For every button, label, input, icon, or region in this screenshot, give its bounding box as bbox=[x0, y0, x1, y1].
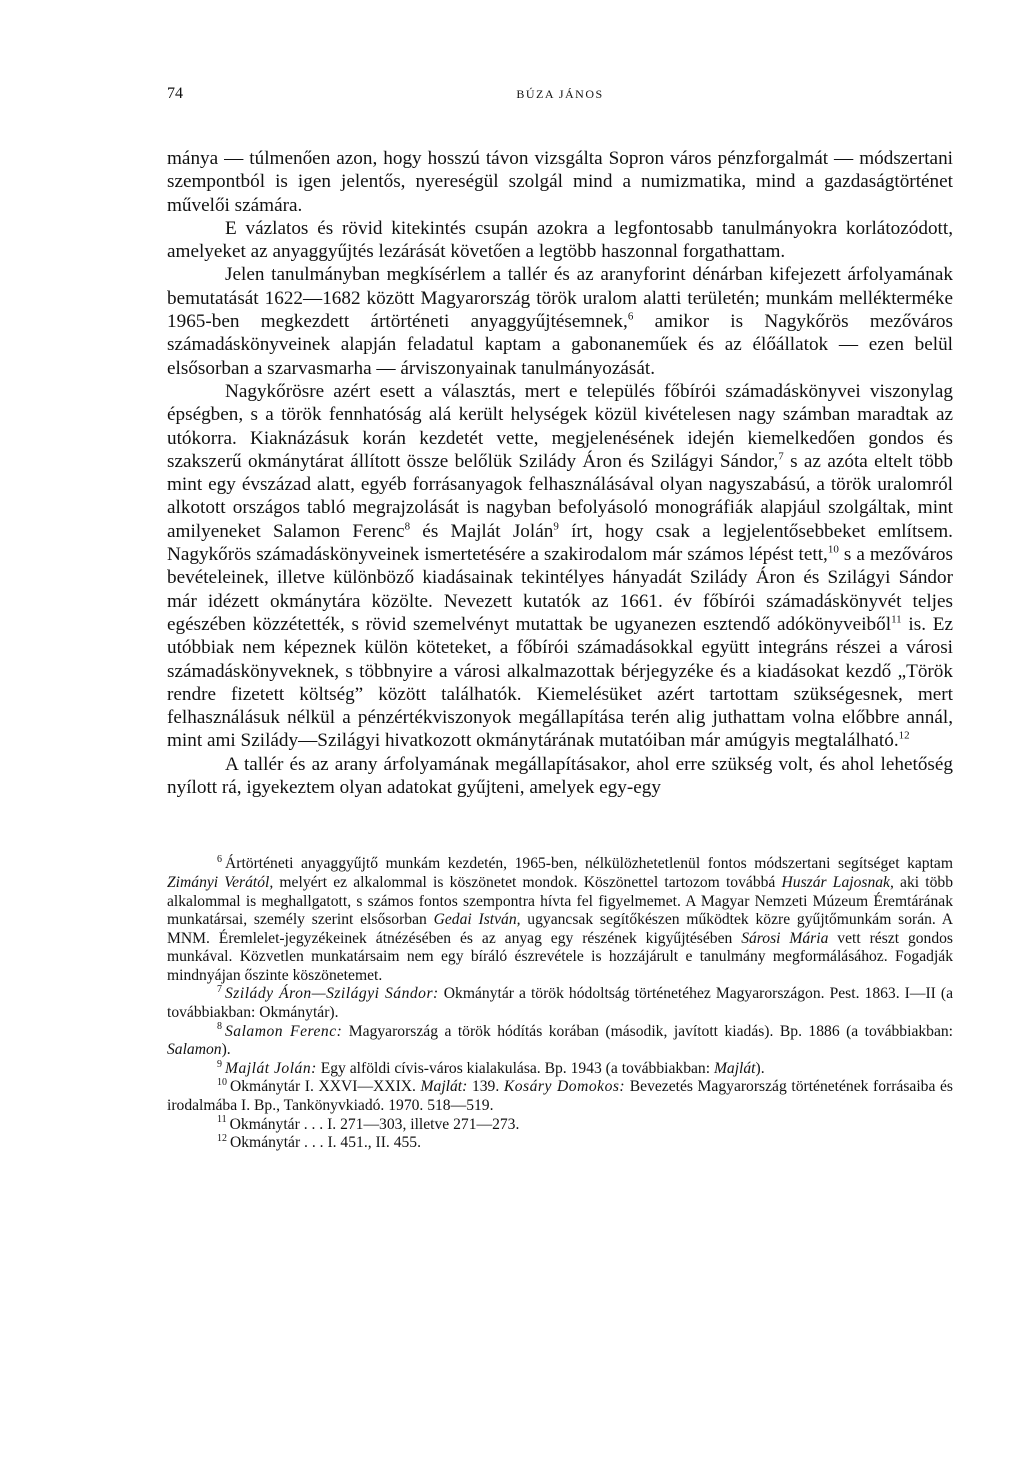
paragraph-4-text-c: és Majlát Jolán bbox=[410, 520, 554, 542]
paragraph-3-text-b: amikor is Nagykőrös mezőváros számadáskönyveinek alapján feladatul kaptam a gabonaneműek és az élőállatok — ezen belül elsősorban a szarvasmarha — árviszonyainak tanulmányozását. bbox=[167, 311, 953, 379]
footnote-6-text-e: vett részt gondos munkával. Közvetlen munkatársaim nem egy bíráló észrevétele is hozzájárult e tanulmány megformálásához. Fogadják mindnyájan őszinte köszönetemet. bbox=[167, 929, 953, 984]
running-head: BÚZA JÁNOS bbox=[516, 87, 604, 101]
footnote-9-text: Egy alföldi cívis-város kialakulása. Bp. 1943 (a továbbiakban: bbox=[316, 1059, 714, 1077]
paragraph-1 bbox=[167, 147, 953, 217]
footnote-ref-8: 8 bbox=[404, 520, 411, 533]
footnote-10-text-a: Okmánytár I. XXVI—XXIX. bbox=[230, 1078, 421, 1096]
footnote-6-text-c: aki több alkalommal is meghallgatott, s számos fontos szempontra hívta fel figyelmemet. A Magyar Nemzeti Múzeum Éremtárának munkatársai, személy szerint elsősorban bbox=[167, 873, 953, 929]
footnote-10-mark: 10 bbox=[217, 1077, 227, 1089]
footnote-6-text-a: Ártörténeti anyaggyűjtő munkám kezdetén, 1965-ben, nélkülözhetetlenül fontos módszertani segítséget kaptam bbox=[225, 855, 953, 873]
page-header bbox=[167, 85, 953, 115]
paragraph-5 bbox=[167, 753, 953, 800]
footnote-ref-10: 10 bbox=[827, 543, 839, 556]
footnote-6-name-1: Zimányi Verától, bbox=[167, 873, 274, 891]
footnote-ref-9: 9 bbox=[553, 520, 559, 533]
footnote-11-text: Okmánytár . . . I. 271—303, illetve 271—273. bbox=[229, 1115, 520, 1133]
footnote-6-name-2: Huszár Lajosnak, bbox=[781, 873, 894, 891]
paragraph-4-text-a: Nagykőrösre azért esett a választás, mert e település főbírói számadáskönyvei viszonylag épségben, s a török fennhatóság alá került helységek közül kivételesen nagy számban maradtak az utókorra. Kiaknázásuk korán kezdetét vette, megjelenésének idején kiemelkedően gondos és szakszerű okmánytárat állított össze belőlük Szilády Áron és Szilágyi Sándor, bbox=[167, 380, 953, 472]
paragraph-5-text: A tallér és az arany árfolyamának megállapításakor, ahol erre szükség volt, és ahol lehetőség nyílott rá, igyekeztem olyan adatokat gyűjteni, amelyek egy-egy bbox=[167, 753, 953, 799]
footnote-9 bbox=[167, 1060, 953, 1079]
footnote-7-text: Okmánytár a török hódoltság történetéhez Magyarországon. Pest. 1863. I—II (a továbbiakban: Okmánytár). bbox=[167, 985, 953, 1022]
footnote-8-text-end: ). bbox=[221, 1041, 231, 1059]
footnote-9-short: Majlát bbox=[713, 1059, 756, 1077]
paragraph-3 bbox=[167, 263, 953, 379]
footnote-12 bbox=[167, 1134, 953, 1153]
book-page bbox=[167, 85, 953, 1153]
footnote-ref-7: 7 bbox=[778, 450, 784, 463]
footnote-9-author: Majlát Jolán: bbox=[225, 1059, 317, 1077]
footnote-8 bbox=[167, 1023, 953, 1060]
paragraph-4-text-d: írt, hogy csak a legjelentősebbeket említsem. Nagykőrös számadáskönyveinek ismertetésére a szakirodalom már számos lépést tett, bbox=[167, 520, 953, 566]
paragraph-4-text-b: s az azóta eltelt több mint egy évszázad alatt, egyéb forrásanyagok felhasználásával olyan nagyszabású, a török uralomról alkotott országos tabló megrajzolását is nagyban befolyásoló monográfiák alapjául szolgáltak, mint amilyeneket Salamon Ferenc bbox=[167, 450, 953, 542]
footnote-ref-6: 6 bbox=[627, 310, 634, 323]
footnote-8-text: Magyarország a török hódítás korában (második, javított kiadás). Bp. 1886 (a továbbiakban: bbox=[342, 1022, 954, 1040]
footnote-7-author: Szilády Áron—Szilágyi Sándor: bbox=[225, 985, 439, 1003]
footnote-6 bbox=[167, 855, 953, 985]
footnote-10-short: Majlát: bbox=[420, 1078, 468, 1096]
footnote-ref-12: 12 bbox=[898, 730, 910, 743]
footnote-10-author: Kosáry Domokos: bbox=[503, 1078, 626, 1096]
footnote-12-text: Okmánytár . . . I. 451., II. 455. bbox=[230, 1134, 421, 1152]
footnote-7 bbox=[167, 985, 953, 1022]
footnote-10 bbox=[167, 1078, 953, 1115]
page-number: 74 bbox=[167, 85, 183, 102]
paragraph-4-text-e: s a mezőváros bevételeinek, illetve különböző kiadásainak tekintélyes hányadát Szilády Áron és Szilágyi Sándor már idézett okmánytára közölte. Nevezett kutatók az 1661. év főbírói számadáskönyvét teljes egészében közzétették, s rövid szemelvényt mutattak be ugyanezen esztendő adókönyveiből bbox=[167, 544, 953, 635]
footnote-9-text-end: ). bbox=[755, 1059, 765, 1077]
footnote-9-mark: 9 bbox=[217, 1058, 222, 1070]
footnote-11-mark: 11 bbox=[217, 1114, 227, 1126]
paragraph-2 bbox=[167, 217, 953, 264]
footnote-10-text-c: Bevezetés Magyarország történetének forrásaiba és irodalmába I. Bp., Tankönyvkiadó. 1970. 518—519. bbox=[167, 1078, 953, 1115]
paragraph-2-text: E vázlatos és rövid kitekintés csupán azokra a legfontosabb tanulmányokra korlátozódott, amelyeket az anyaggyűjtés lezárását követően a legtöbb haszonnal forgathattam. bbox=[167, 217, 953, 263]
footnote-6-name-4: Sárosi Mária bbox=[741, 929, 829, 947]
footnote-6-text-b: melyért ez alkalommal is köszönetet mondok. Köszönettel tartozom továbbá bbox=[273, 873, 782, 891]
paragraph-1-text: mánya — túlmenően azon, hogy hosszú távon vizsgálta Sopron város pénzforgalmát — módszertani szempontból is igen jelentős, nyereségül szolgál mind a numizmatika, mind a gazdaságtörténet művelői számára. bbox=[167, 148, 953, 216]
paragraph-3-text-a: Jelen tanulmányban megkísérlem a tallér és az aranyforint dénárban kifejezett árfolyamának bemutatását 1622—1682 között Magyarország török uralom alatti területén; munkám mellékterméke 1965-ben megkezdett ártörténeti anyaggyűjtésemnek, bbox=[167, 264, 953, 333]
footnote-8-author: Salamon Ferenc: bbox=[225, 1022, 343, 1040]
footnotes bbox=[167, 855, 953, 1153]
footnote-6-text-d: ugyancsak segítőkészen működtek közre gyűjtőmunkám során. A MNM. Éremlelet-jegyzékeinek átnézésében és az anyag egy részének kigyűjtésében bbox=[167, 911, 953, 947]
footnote-12-mark: 12 bbox=[217, 1133, 227, 1145]
footnote-6-mark: 6 bbox=[217, 854, 222, 866]
paragraph-4-text-f: is. Ez utóbbiak nem képeznek külön köteteket, a főbírói számadásokkal együtt integráns részei a városi számadáskönyveknek, s többnyire a városi alkalmazottak bérjegyzéke és a kiadásokat kezdő „Török rendre fizetett költség” között találhatók. Kiemelésüket azért tartottam szükségesnek, mert felhasználásuk nélkül a pénzértékviszonyok megállapítása terén alig juthattam volna előbbre annál, mint ami Szilády—Szilágyi hivatkozott okmánytárának mutatóiban már amúgyis megtalálható. bbox=[167, 613, 953, 752]
footnote-8-mark: 8 bbox=[217, 1021, 222, 1033]
footnote-10-text-b: 139. bbox=[467, 1078, 504, 1096]
footnote-8-short: Salamon bbox=[167, 1041, 222, 1059]
footnote-11 bbox=[167, 1116, 953, 1135]
main-text bbox=[167, 147, 953, 799]
footnote-ref-11: 11 bbox=[891, 613, 902, 626]
footnote-7-mark: 7 bbox=[217, 984, 222, 996]
footnote-6-name-3: Gedai István, bbox=[433, 911, 521, 929]
paragraph-4 bbox=[167, 380, 953, 753]
